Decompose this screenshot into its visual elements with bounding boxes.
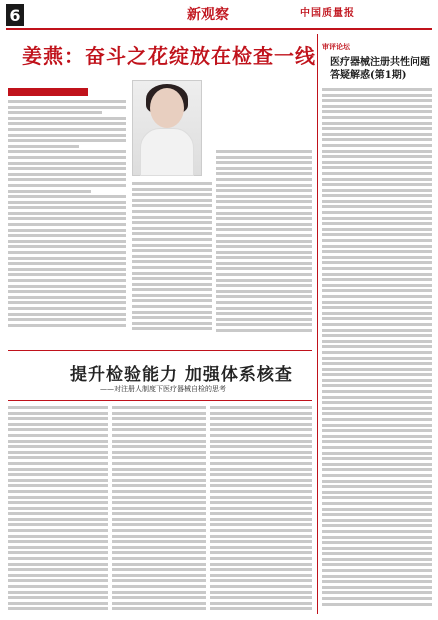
article2-title: 提升检验能力 加强体系核查 bbox=[70, 365, 293, 385]
article1-col2 bbox=[132, 182, 212, 342]
right-panel-title: 医疗器械注册共性问题答疑解惑(第1期) bbox=[330, 57, 430, 81]
portrait-face bbox=[150, 88, 184, 128]
paper-name: 中国质量报 bbox=[300, 8, 355, 19]
article1-title: 姜燕：奋斗之花绽放在检查一线 bbox=[22, 44, 316, 68]
divider bbox=[8, 350, 312, 351]
column-separator bbox=[317, 34, 318, 614]
divider bbox=[8, 400, 312, 401]
header-rule bbox=[6, 28, 432, 30]
section-title: 新观察 bbox=[187, 7, 229, 23]
article2-subtitle: ——对注册人制度下医疗器械自检的思考 bbox=[100, 385, 226, 393]
article1-col1 bbox=[8, 100, 126, 340]
article1-red-label bbox=[8, 88, 88, 96]
article1-col3 bbox=[216, 150, 312, 342]
right-panel-body bbox=[322, 88, 432, 614]
right-panel-tag: 审评论坛 bbox=[322, 43, 350, 51]
portrait-body bbox=[140, 128, 194, 176]
page-number: 6 bbox=[6, 4, 24, 26]
article2-col3 bbox=[210, 406, 312, 614]
article2-col2 bbox=[112, 406, 206, 614]
article2-col1 bbox=[8, 406, 108, 614]
